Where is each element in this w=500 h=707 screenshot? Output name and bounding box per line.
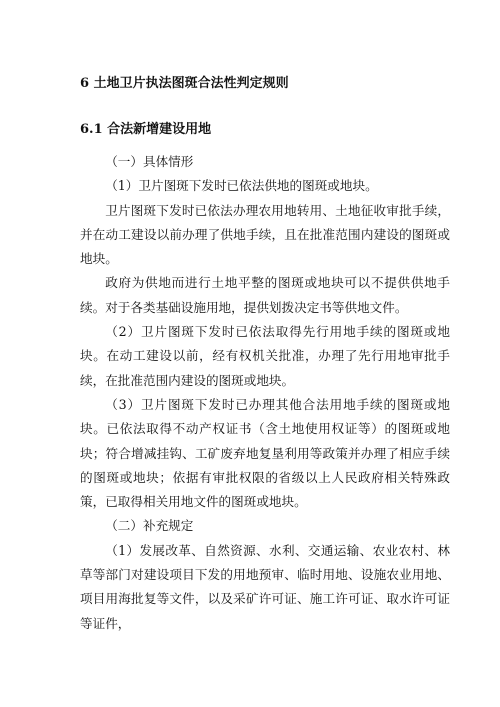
document-body xyxy=(80,150,450,636)
paragraph: （1）卫片图斑下发时已依法供地的图斑或地块。 xyxy=(105,178,378,194)
paragraph: （3）卫片图斑下发时已办理其他合法用地手续的图斑或地块。已依法取得不动产权证书（含土地使用权证等）的图斑或地块；符合增减挂钩、工矿废弃地复垦利用等政策并办理了相应手续的图斑或地块；依据有审批权限的省级以上人民政府相关特殊政策，已取得相关用地文件的图斑或地块。 xyxy=(80,396,450,510)
subsection-heading: 6.1 合法新增建设用地 xyxy=(80,122,212,137)
paragraph: 政府为供地而进行土地平整的图斑或地块可以不提供供地手续。对于各类基础设施用地，提供划拨决定书等供地文件。 xyxy=(80,275,450,315)
paragraph: （1）发展改革、自然资源、水利、交通运输、农业农村、林草等部门对建设项目下发的用地预审、临时用地、设施农业用地、项目用海批复等文件，以及采矿许可证、施工许可证、取水许可证等证件， xyxy=(80,542,450,631)
paragraph: （一）具体情形 xyxy=(105,154,194,169)
paragraph: （二）补充规定 xyxy=(105,518,194,534)
paragraph: （2）卫片图斑下发时已依法取得先行用地手续的图斑或地块。在动工建设以前，经有权机关批准，办理了先行用地审批手续，在批准范围内建设的图斑或地块。 xyxy=(80,324,450,388)
section-heading: 6 土地卫片执法图斑合法性判定规则 xyxy=(80,76,289,91)
paragraph: 卫片图斑下发时已依法办理农用地转用、土地征收审批手续，并在动工建设以前办理了供地手续，且在批准范围内建设的图斑或地块。 xyxy=(80,202,450,267)
